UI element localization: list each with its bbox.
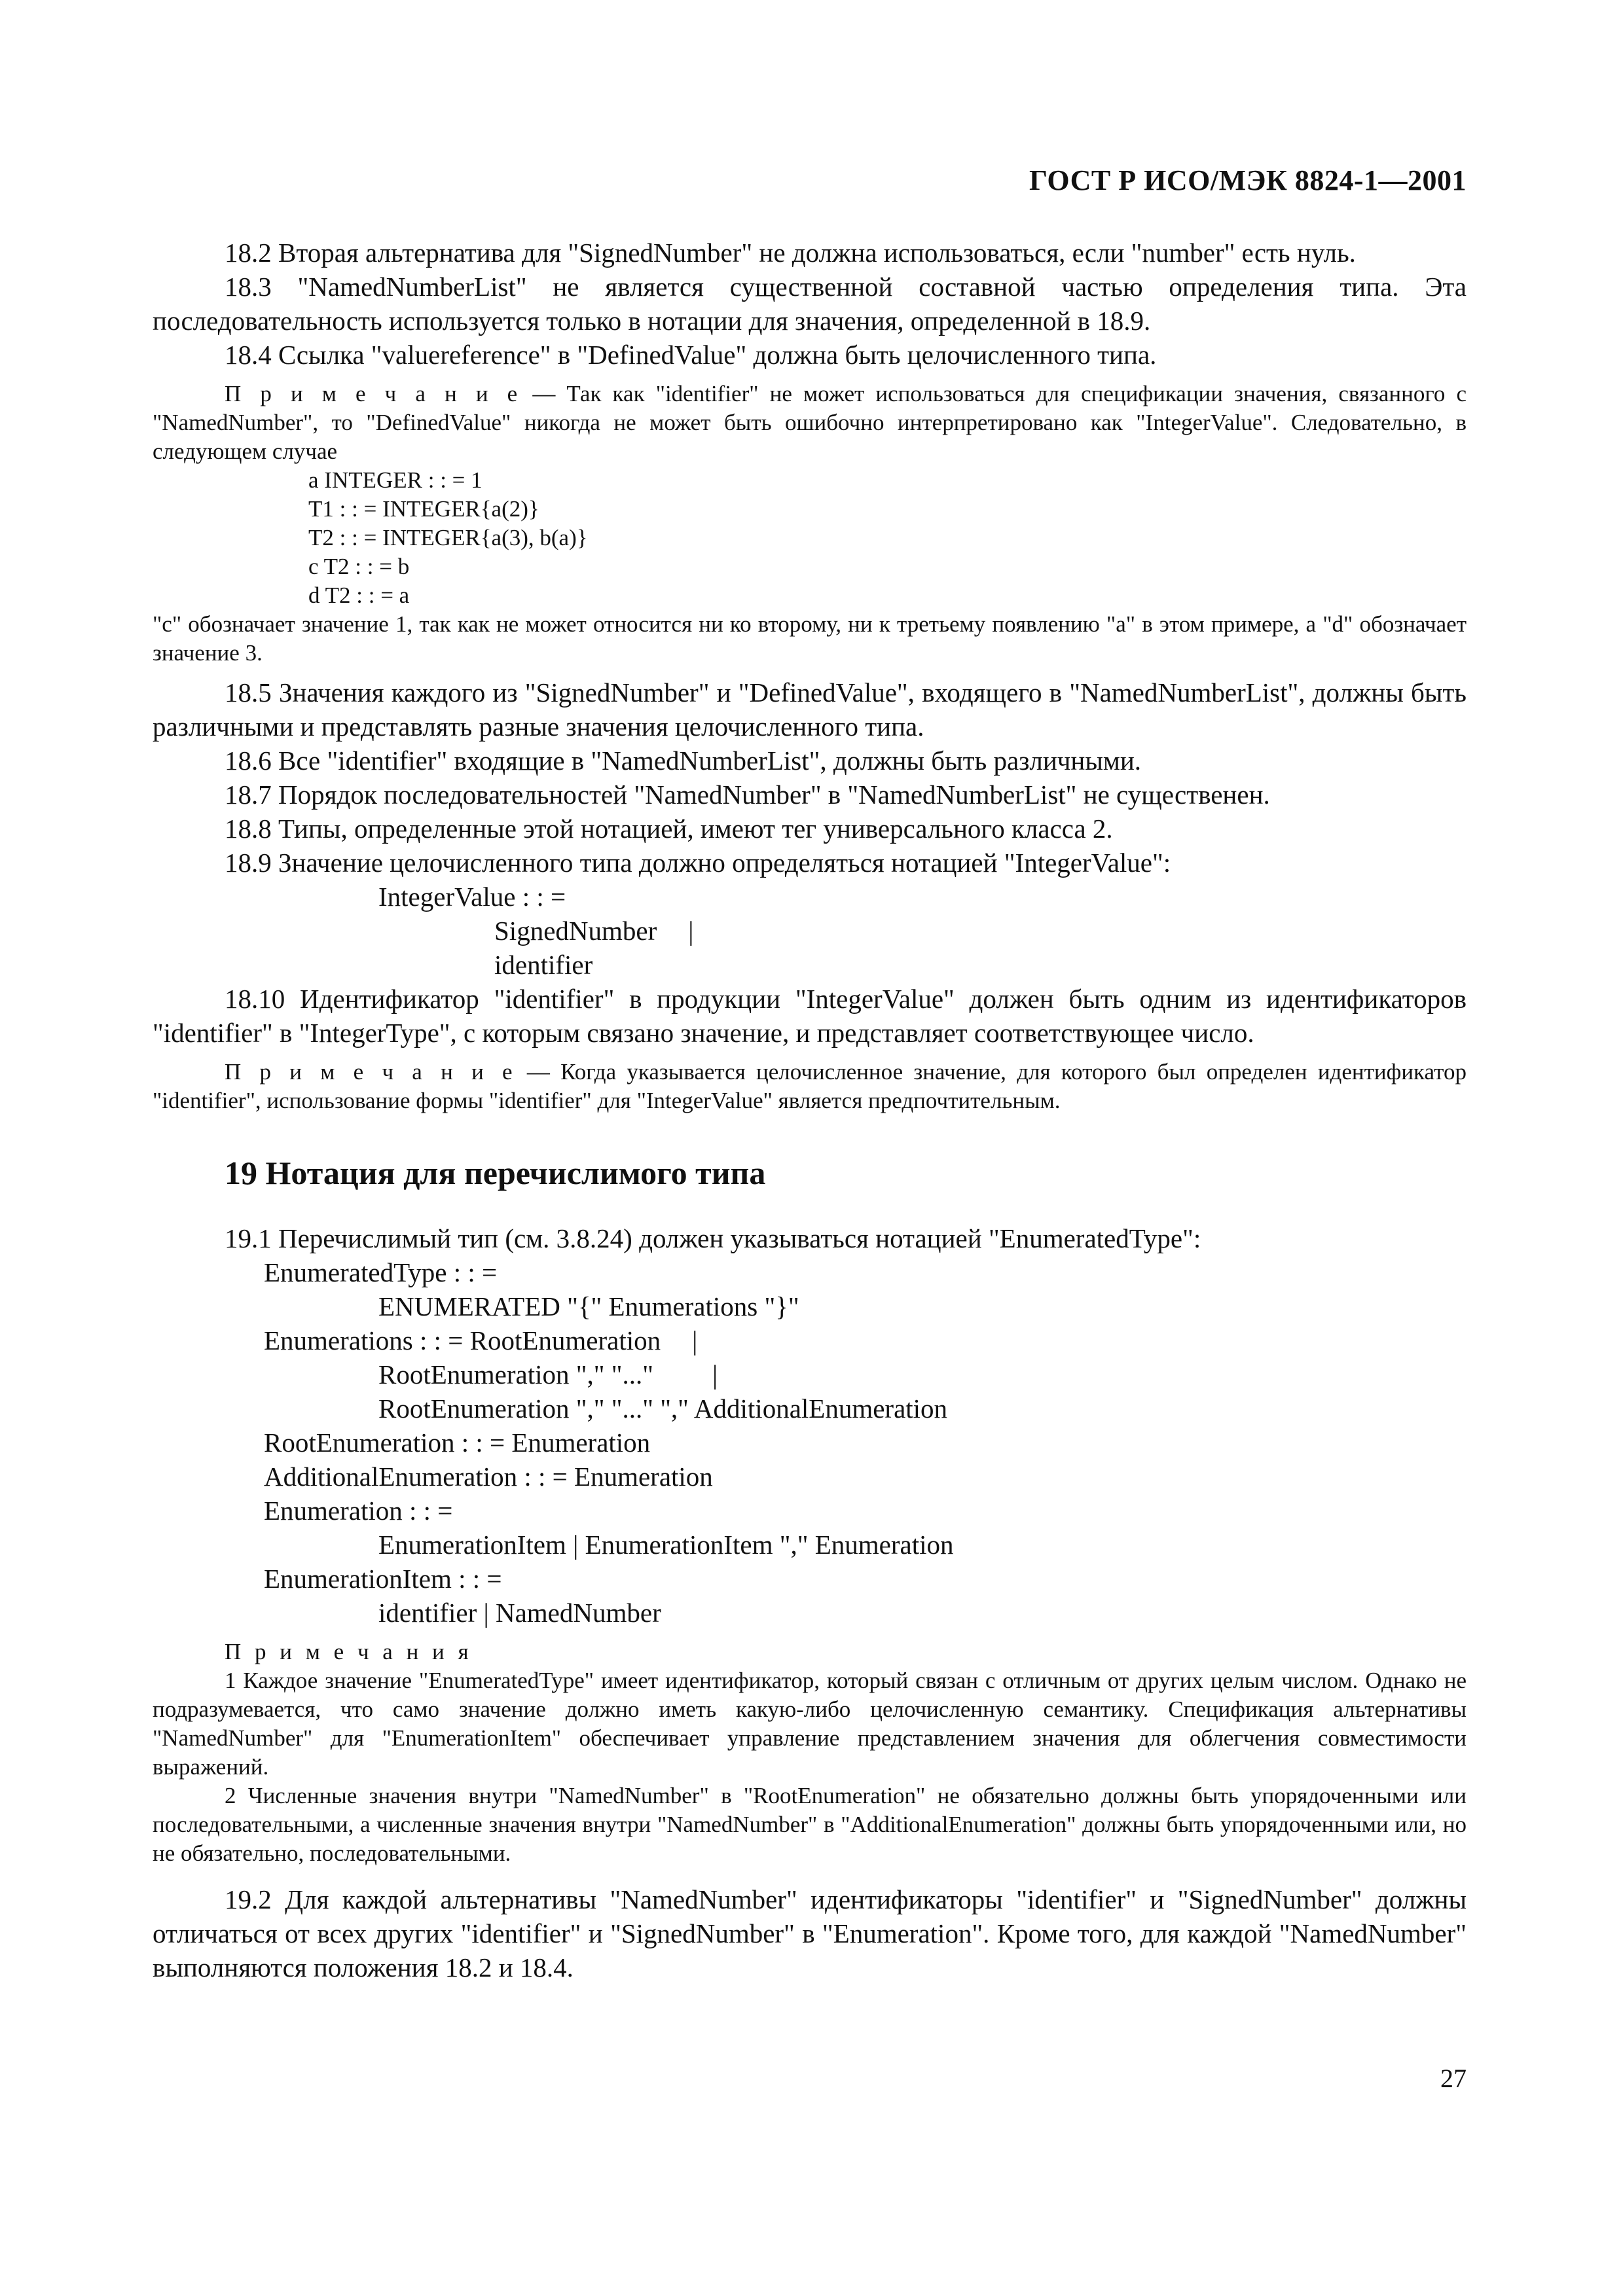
page-number: 27 [1440,2064,1467,2093]
code-line: identifier | NamedNumber [378,1598,661,1628]
code-line [264,1323,1467,1357]
code-line: RootEnumeration : : = Enumeration [264,1427,651,1458]
note-text: — Когда указывается целочисленное значение, для которого был определен идентификатор "identifier", использование формы "identifier" для "IntegerValue" является предпочтительным. [153,1059,1467,1113]
code-line: ENUMERATED "{" Enumerations "}" [378,1291,799,1321]
code-separator: | [692,1325,698,1355]
paragraph-18-5: 18.5 Значения каждого из "SignedNumber" и "DefinedValue", входящего в "NamedNumberList", должны быть различными и представлять разные значения целочисленного типа. [153,677,1467,742]
code-separator: | [688,916,694,946]
page-content [153,236,1467,1984]
notes-label [153,1638,1467,1666]
paragraph-18-6: 18.6 Все "identifier" входящие в "NamedNumberList", должны быть различными. [225,745,1142,776]
note-18-10 [153,1058,1467,1115]
code-text: Enumerations : : = RootEnumeration [264,1325,661,1355]
code-line: AdditionalEnumeration : : = Enumeration [264,1462,713,1492]
document-header: ГОСТ Р ИСО/МЭК 8824-1—2001 [1029,164,1467,196]
paragraph-18-9: 18.9 Значение целочисленного типа должно определяться нотацией "IntegerValue": [225,848,1171,878]
code-line: identifier [494,950,593,980]
code-line: IntegerValue : : = [378,882,566,912]
note-19-1: 1 Каждое значение "EnumeratedType" имеет идентификатор, который связан с отличным от других целым числом. Однако не подразумевается, что само значение должно иметь какую-либо целочисленную семантику. Спецификация альтернативы "NamedNumber" для "EnumerationItem" обеспечивает управление представлением значения для облегчения совместимости выражений. [153,1668,1467,1780]
code-text: SignedNumber [494,916,657,946]
code-line: T2 : : = INTEGER{a(3), b(a)} [308,525,588,550]
paragraph-18-8: 18.8 Типы, определенные этой нотацией, имеют тег универсального класса 2. [225,814,1113,844]
note-18-4 [153,380,1467,466]
note-text: — Так как "identifier" не может использоваться для спецификации значения, связанного с "NamedNumber", то "DefinedValue" никогда не может быть ошибочно интерпретировано как "IntegerValue". Следовательно, в следующем случае [153,381,1467,464]
paragraph-18-3: 18.3 "NamedNumberList" не является существенной составной частью определения типа. Эта последовательность используется только в нотации для значения, определенной в 18.9. [153,272,1467,336]
code-line: EnumerationItem | EnumerationItem "," Enumeration [378,1530,954,1560]
code-line: Enumeration : : = [264,1496,453,1526]
note-label: П р и м е ч а н и е [225,381,522,406]
code-line: a INTEGER : : = 1 [308,467,483,493]
note-label: П р и м е ч а н и е [225,1059,517,1085]
paragraph-18-2: 18.2 Вторая альтернатива для "SignedNumber" не должна использоваться, если "number" есть нуль. [225,238,1356,268]
code-text: RootEnumeration "," "..." [378,1359,653,1390]
code-line: d T2 : : = a [308,583,410,608]
paragraph-18-10: 18.10 Идентификатор "identifier" в продукции "IntegerValue" должен быть одним из идентификаторов "identifier" в "IntegerType", с которым связано значение, и представляет соответствующее число. [153,984,1467,1048]
code-line: RootEnumeration "," "..." "," AdditionalEnumeration [378,1393,948,1424]
code-line [494,914,1467,948]
note-after-text: "c" обозначает значение 1, так как не может относится ни ко второму, ни к третьему появлению "a" в этом примере, а "d" обозначает значение 3. [153,611,1467,666]
code-line: c T2 : : = b [308,554,410,579]
code-line [378,1357,1467,1391]
paragraph-19-2: 19.2 Для каждой альтернативы "NamedNumber" идентификаторы "identifier" и "SignedNumber" должны отличаться от всех других "identifier" и "SignedNumber" в "Enumeration". Кроме того, для каждой "NamedNumber" выполняются положения 18.2 и 18.4. [153,1884,1467,1982]
paragraph-19-1: 19.1 Перечислимый тип (см. 3.8.24) должен указываться нотацией "EnumeratedType": [225,1223,1201,1253]
paragraph-18-4: 18.4 Ссылка "valuereference" в "DefinedValue" должна быть целочисленного типа. [225,340,1157,370]
code-line: T1 : : = INTEGER{a(2)} [308,496,539,522]
code-line: EnumerationItem : : = [264,1564,502,1594]
note-label: П р и м е ч а н и я [225,1639,473,1664]
note-19-2: 2 Численные значения внутри "NamedNumber" в "RootEnumeration" не обязательно должны быть упорядоченными или последовательными, а численные значения внутри "NamedNumber" в "AdditionalEnumeration" должны быть упорядоченными или, но не обязательно, последовательными. [153,1783,1467,1866]
paragraph-18-7: 18.7 Порядок последовательностей "NamedNumber" в "NamedNumberList" не существенен. [225,780,1270,810]
note-code-block [153,466,1467,610]
code-separator: | [712,1359,718,1390]
code-line: EnumeratedType : : = [264,1257,498,1287]
enumeration-grammar [153,1255,1467,1630]
section-heading: 19 Нотация для перечислимого типа [225,1155,766,1191]
